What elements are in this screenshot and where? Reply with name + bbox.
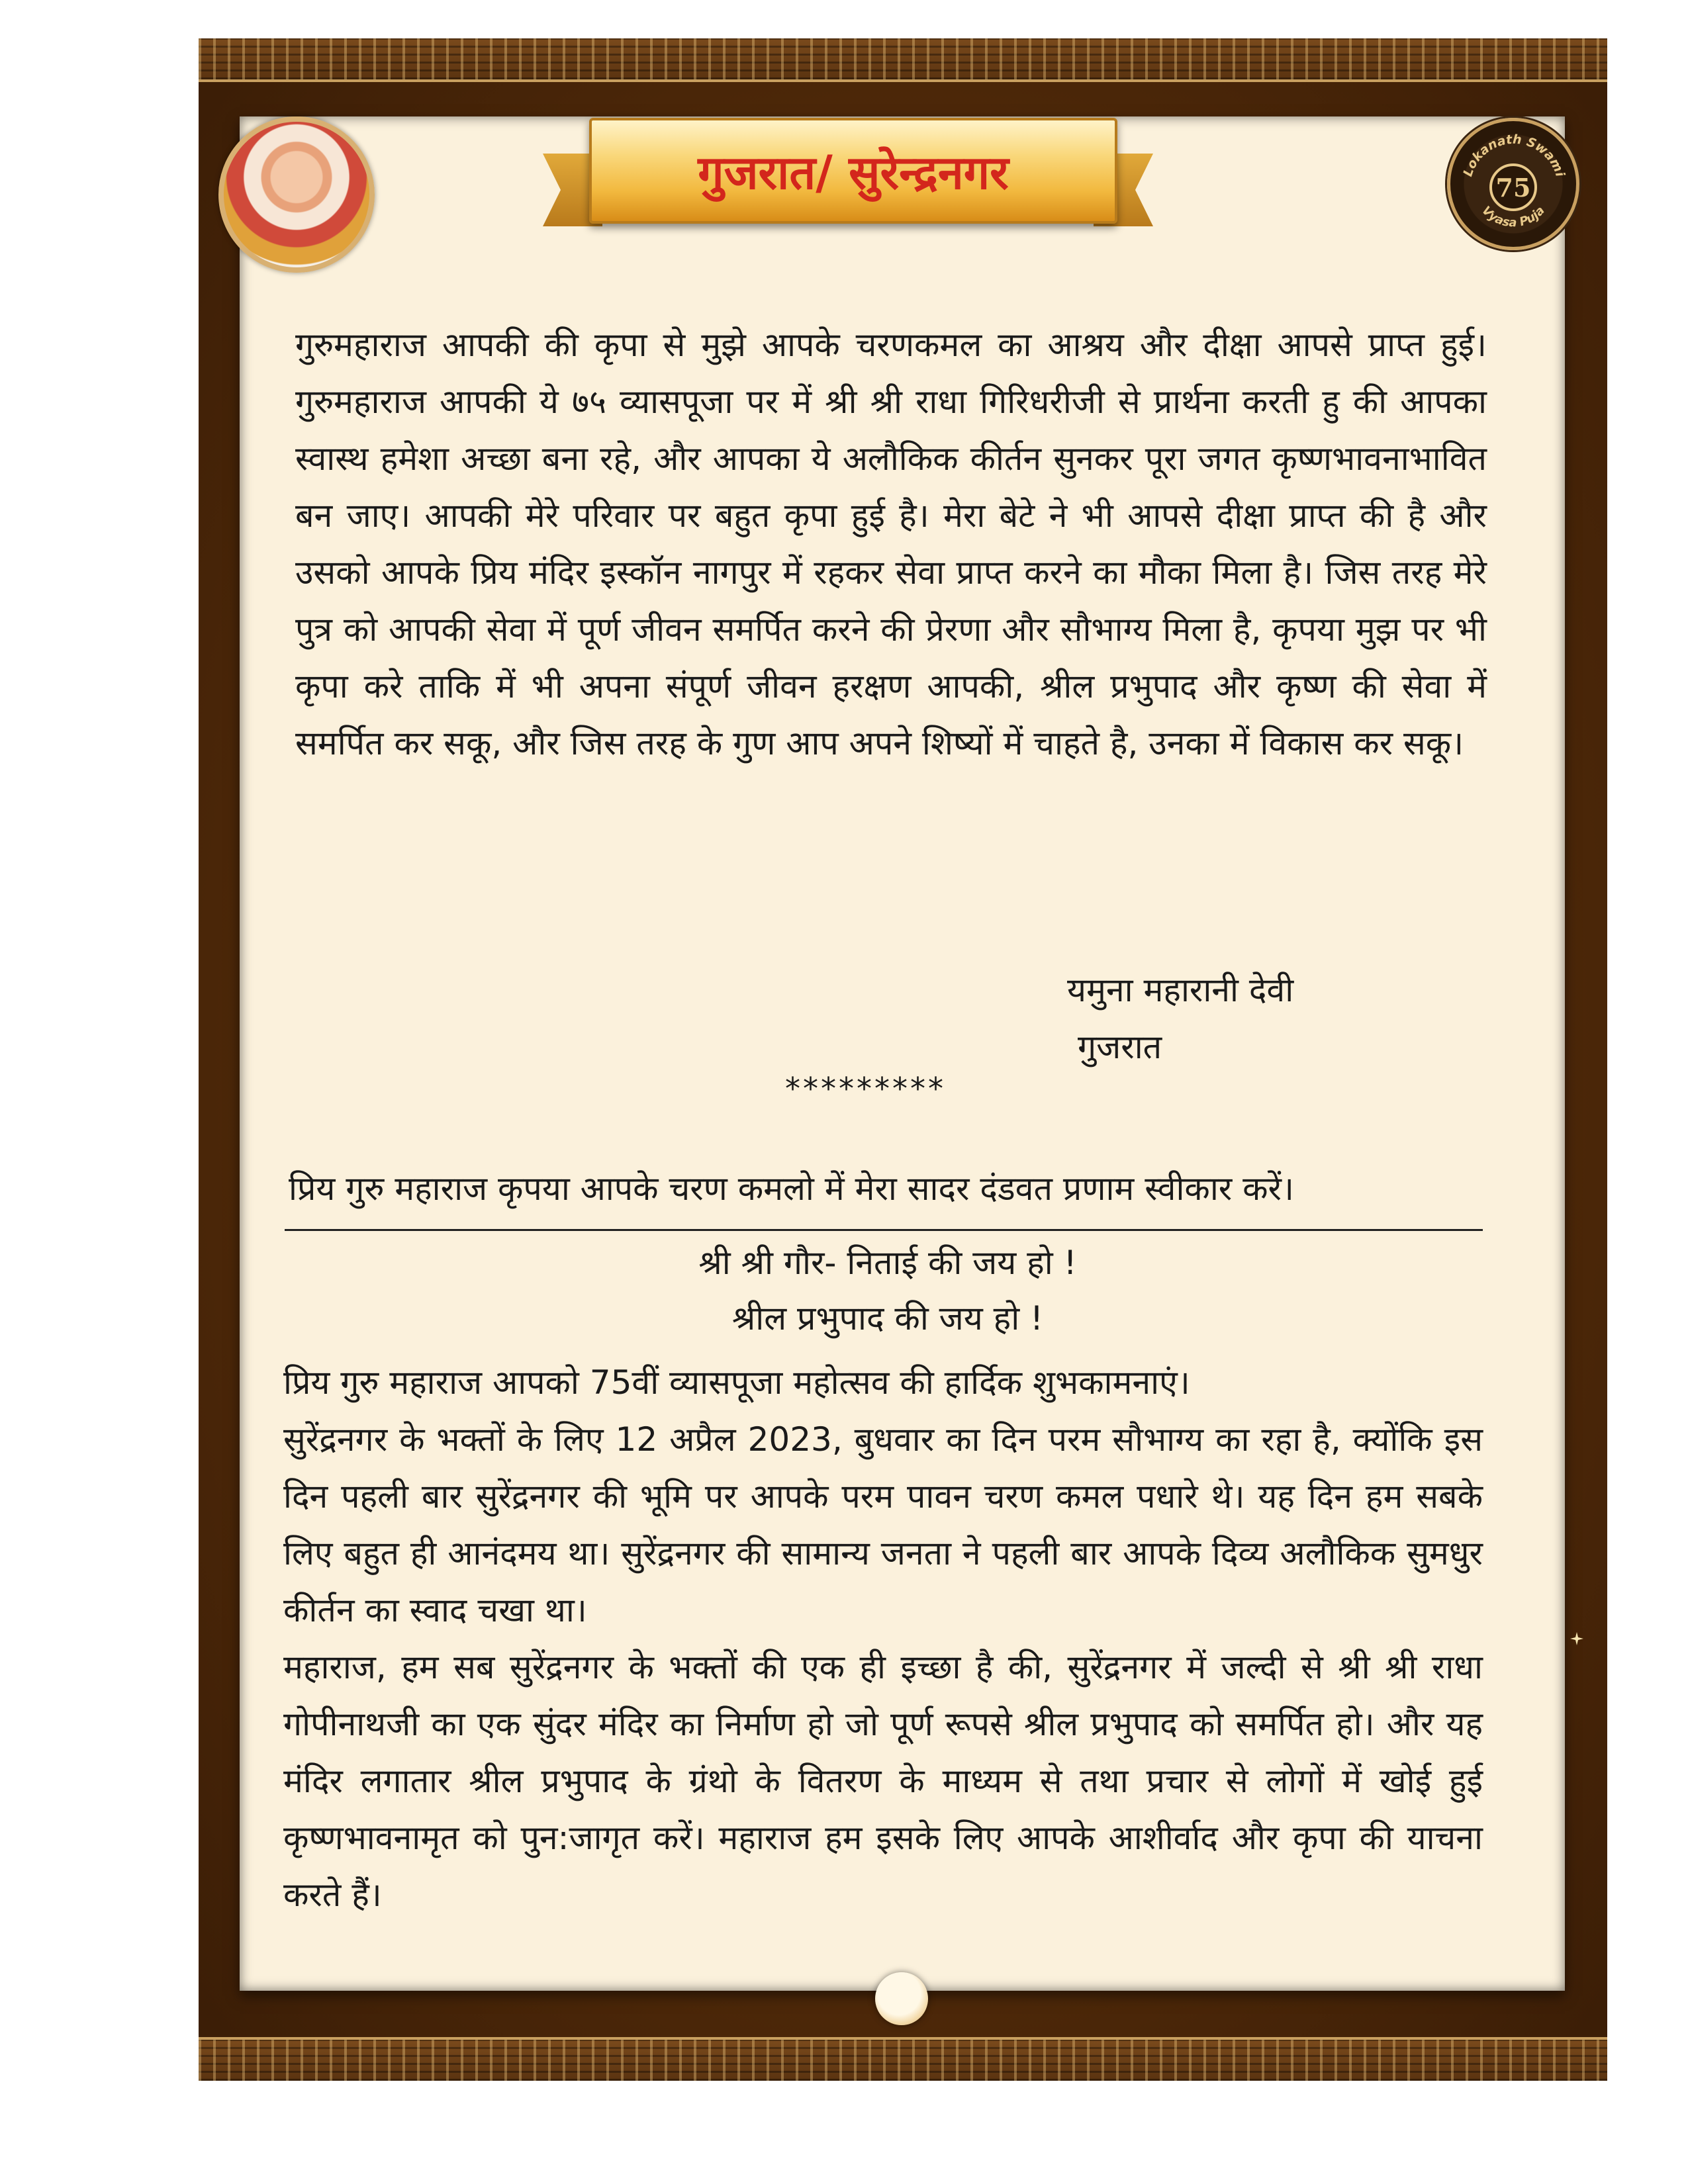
signature-name: यमुना महारानी देवी — [1067, 971, 1294, 1009]
letter2-body — [283, 1354, 1483, 1923]
jaya-line-2: श्रील प्रभुपाद की जय हो ! — [731, 1299, 1044, 1338]
letter2-paragraph-2: सुरेंद्रनगर के भक्तों के लिए 12 अप्रैल 2023, बुधवार का दिन परम सौभाग्य का रहा है, क्योंकि इस दिन पहली बार सुरेंद्रनगर की भूमि पर आपके परम पावन चरण कमल पधारे थे। यह दिन हम सबके लिए बहुत ही आनंदमय था। सुरेंद्रनगर की सामान्य जनता ने पहली बार आपके दिव्य अलौकिक सुमधुर कीर्तन का स्वाद चखा था। — [283, 1420, 1483, 1629]
letter2-salutation: प्रिय गुरु महाराज कृपया आपके चरण कमलो में मेरा सादर दंडवत प्रणाम स्वीकार करें। — [289, 1169, 1294, 1208]
top-ornamental-border — [199, 38, 1607, 82]
page-title: गुजरात/ सुरेन्द्रनगर — [698, 146, 1009, 200]
letter2-paragraph-1: प्रिय गुरु महाराज आपको 75वीं व्यासपूजा महोत्सव की हार्दिक शुभकामनाएं। — [283, 1363, 1190, 1402]
logo-bottom-text: Vyasa Puja — [1479, 203, 1548, 230]
signature-place: गुजरात — [1078, 1028, 1162, 1066]
separator-stars: ********* — [785, 1071, 946, 1107]
letter2-paragraph-3: महाराज, हम सब सुरेंद्रनगर के भक्तों की एक ही इच्छा है की, सुरेंद्रनगर में जल्दी से श्री श्री राधा गोपीनाथजी का एक सुंदर मंदिर का निर्माण हो जो पूर्ण रूपसे श्रील प्रभुपाद को समर्पित हो। और यह मंदिर लगातार श्रील प्रभुपाद के ग्रंथो के वितरण के माध्यम से तथा प्रचार से लोगों में खोई हुई कृष्णभावनामृत को पुन:जागृत करें। महाराज हम इसके लिए आपके आशीर्वाद और कृपा की याचना करते हैं। — [283, 1648, 1483, 1914]
bottom-ornamental-border — [199, 2037, 1607, 2081]
jaya-line-1: श्री श्री गौर- निताई की जय हो ! — [698, 1244, 1077, 1282]
logo-top-text: Lokanath Swami — [1460, 132, 1568, 179]
guru-portrait — [218, 116, 375, 273]
title-banner — [589, 118, 1117, 224]
letter1-body: गुरुमहाराज आपकी की कृपा से मुझे आपके चरणकमल का आश्रय और दीक्षा आपसे प्राप्त हुई। गुरुमहाराज आपकी ये ७५ व्यासपूजा पर में श्री श्री राधा गिरिधरीजी से प्रार्थना करती हु की आपका स्वास्थ हमेशा अच्छा बना रहे, और आपका ये अलौकिक कीर्तन सुनकर पूरा जगत कृष्णभावनाभावित बन जाए। आपकी मेरे परिवार पर बहुत कृपा हुई है। मेरा बेटे ने भी आपसे दीक्षा प्राप्त की है और उसको आपके प्रिय मंदिर इस्कॉन नागपुर में रहकर सेवा प्राप्त करने का मौका मिला है। जिस तरह मेरे पुत्र को आपकी सेवा में पूर्ण जीवन समर्पित करने की प्रेरणा और सौभाग्य मिला है, कृपया मुझ पर भी कृपा करे ताकि में भी अपना संपूर्ण जीवन हरक्षण आपकी, श्रील प्रभुपाद और कृष्ण की सेवा में समर्पित कर सकू, और जिस तरह के गुण आप अपने शिष्यों में चाहते है, उनका में विकास कर सकू। — [295, 326, 1487, 762]
scroll-knob-ornament — [875, 1972, 928, 2025]
vyasa-puja-75-logo — [1447, 118, 1579, 250]
logo-number: 75 — [1495, 173, 1531, 203]
divider-line — [285, 1229, 1483, 1231]
